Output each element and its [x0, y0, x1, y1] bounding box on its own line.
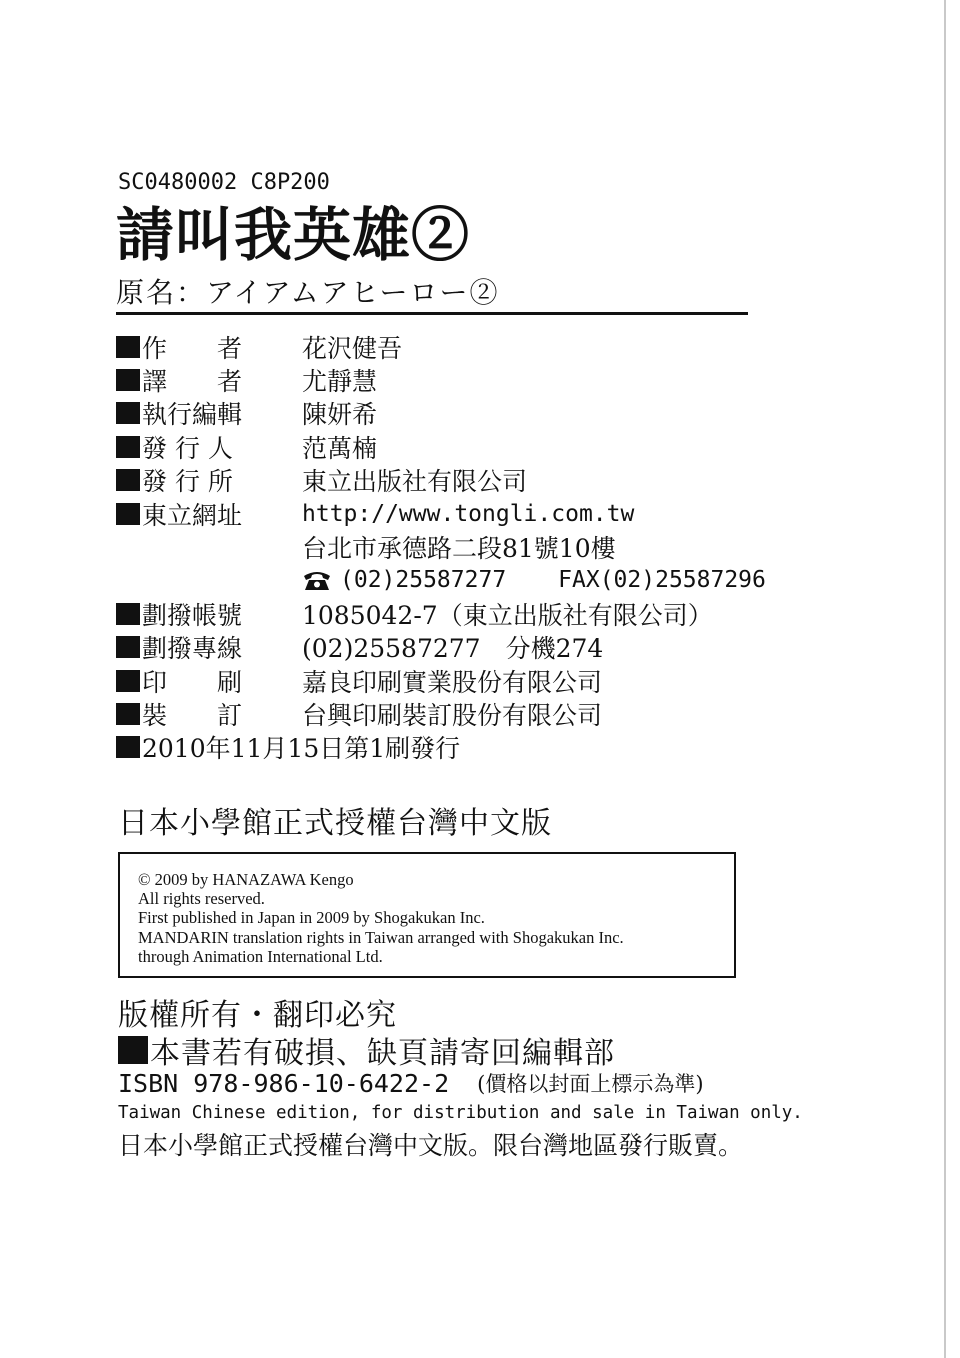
page-edge-shadow: [944, 0, 946, 1358]
bullet-square: [116, 703, 140, 725]
book-title: 請叫我英雄②: [116, 201, 471, 269]
bullet-square: [116, 603, 140, 625]
credit-value: 尤靜慧: [302, 367, 378, 397]
distribution-english: Taiwan Chinese edition, for distribution and sale in Taiwan only.: [118, 1103, 803, 1123]
bullet-square: [116, 336, 140, 358]
credit-row-website: [116, 497, 766, 530]
publish-date: 2010年11月15日第1刷發行: [142, 734, 461, 764]
credit-label: 作 者: [142, 333, 243, 363]
price-note: (價格以封面上標示為準): [477, 1072, 704, 1096]
bullet-square: [116, 636, 140, 658]
credit-label: 發 行 所: [142, 467, 233, 497]
credit-label: 印 刷: [142, 667, 243, 697]
credit-row-publishing-house: [116, 464, 766, 497]
copyright-box: [118, 852, 736, 978]
copyright-line: All rights reserved.: [138, 889, 265, 909]
bullet-square: [116, 369, 140, 391]
credit-label: 譯 者: [142, 367, 243, 397]
original-title: 原名：アイアムアヒーロー②: [116, 276, 500, 309]
credit-row-author: [116, 330, 766, 363]
credit-label: 發 行 人: [142, 433, 233, 463]
isbn: ISBN 978-986-10-6422-2: [118, 1068, 450, 1098]
credit-row-hotline: [116, 631, 766, 664]
bullet-square: [116, 469, 140, 491]
license-heading: 日本小學館正式授權台灣中文版: [118, 806, 552, 841]
credit-value: 范萬楠: [302, 433, 378, 463]
bullet-square: [116, 670, 140, 692]
isbn-row: [118, 1068, 704, 1098]
bullet-square: [116, 436, 140, 458]
credit-value: 陳妍希: [302, 400, 378, 430]
phone-number: (02)25587277: [340, 567, 507, 594]
credit-label: 東立網址: [142, 500, 243, 530]
credit-row-translator: [116, 363, 766, 396]
phone-row: [116, 564, 766, 597]
credit-value: 1085042-7（東立出版社有限公司）: [302, 600, 713, 630]
credit-label: 劃撥帳號: [142, 600, 243, 630]
credit-row-publisher: [116, 430, 766, 463]
copyright-line: MANDARIN translation rights in Taiwan arranged with Shogakukan Inc.: [138, 927, 624, 947]
credit-row-account: [116, 597, 766, 630]
website-url: http://www.tongli.com.tw: [302, 500, 635, 527]
credit-value: (02)25587277 分機274: [302, 634, 604, 664]
credit-label: 裝 訂: [142, 701, 243, 730]
copyright-line: through Animation International Ltd.: [138, 946, 383, 966]
credit-label: 執行編輯: [142, 400, 243, 430]
bullet-square: [118, 1036, 148, 1064]
credit-value: 台興印刷裝訂股份有限公司: [302, 701, 603, 730]
bullet-square: [116, 736, 140, 758]
credit-row-binding: [116, 697, 766, 730]
damaged-notice: 本書若有破損、缺頁請寄回編輯部: [150, 1036, 615, 1071]
bullet-square: [116, 503, 140, 525]
credit-label: 劃撥專線: [142, 634, 243, 664]
credit-row-printing: [116, 664, 766, 697]
address-row: [116, 530, 766, 563]
rights-notice: 版權所有・翻印必究: [118, 998, 397, 1033]
fax-number: FAX(02)25587296: [558, 567, 766, 594]
credits-block: [116, 330, 766, 764]
title-divider: [116, 312, 748, 315]
credit-value: 花沢健吾: [302, 333, 403, 363]
credit-value: 嘉良印刷實業股份有限公司: [302, 667, 603, 697]
credit-row-editor: [116, 397, 766, 430]
publish-date-row: [116, 731, 766, 764]
distribution-chinese: 日本小學館正式授權台灣中文版。限台灣地區發行販賣。: [118, 1131, 744, 1160]
bullet-square: [116, 402, 140, 424]
copyright-line: © 2009 by HANAZAWA Kengo: [138, 870, 354, 889]
copyright-line: First published in Japan in 2009 by Shogakukan Inc.: [138, 908, 485, 928]
telephone-icon: [302, 569, 332, 591]
credit-value: 東立出版社有限公司: [302, 467, 528, 497]
address: 台北市承德路二段81號10樓: [302, 534, 616, 564]
product-code: SC0480002 C8P200: [118, 170, 330, 195]
damaged-notice-row: [118, 1028, 615, 1072]
